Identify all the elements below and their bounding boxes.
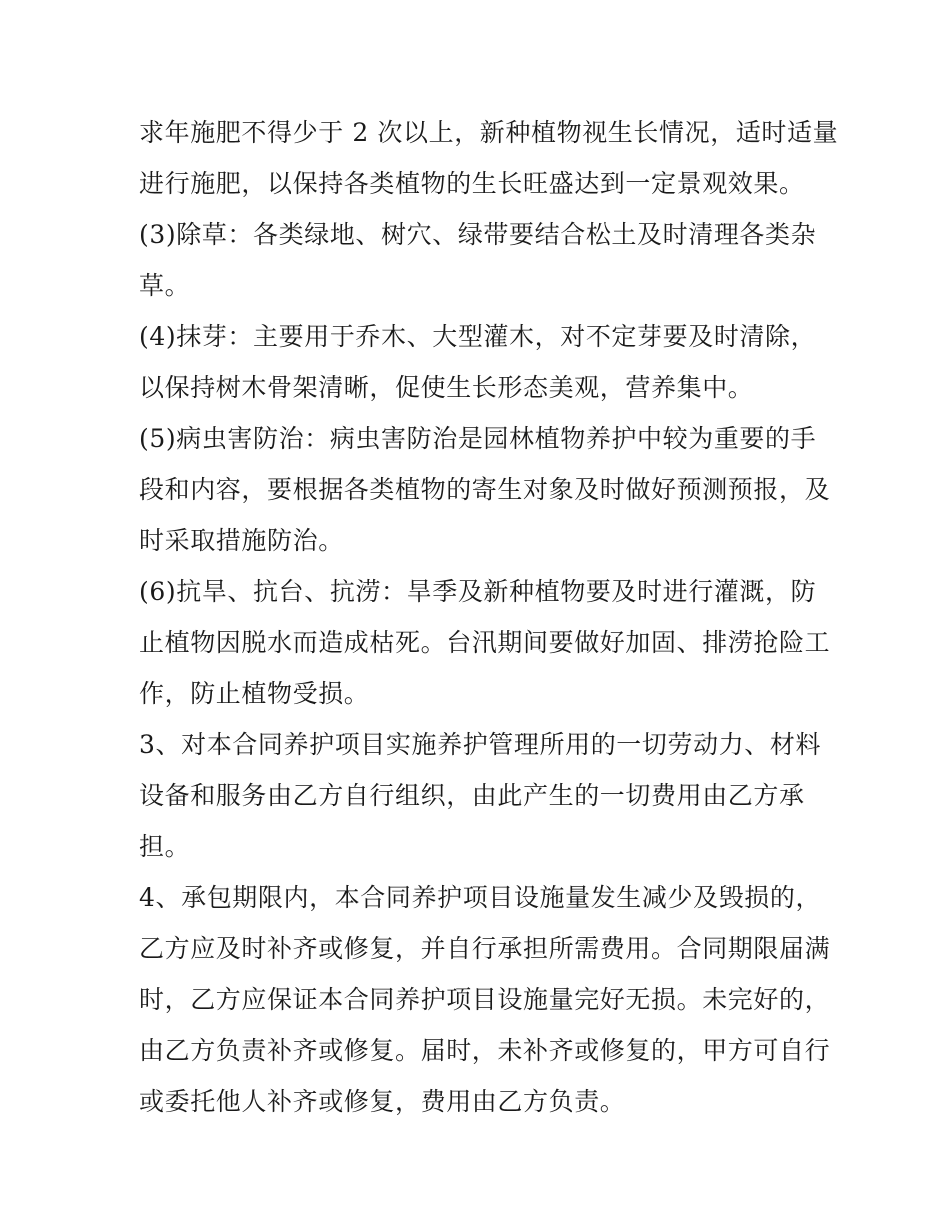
text-line: (6)抗旱、抗台、抗涝：旱季及新种植物要及时进行灌溉，防: [139, 577, 817, 606]
text-line: 止植物因脱水而造成枯死。台汛期间要做好加固、排涝抢险工: [139, 628, 831, 657]
document-body: [139, 107, 839, 1127]
text-line: 时，乙方应保证本合同养护项目设施量完好无损。未完好的，: [139, 985, 831, 1014]
text-line: (3)除草：各类绿地、树穴、绿带要结合松土及时清理各类杂: [139, 220, 817, 249]
text-line: 3、对本合同养护项目实施养护管理所用的一切劳动力、材料: [139, 730, 822, 759]
text-line: 担。: [139, 832, 191, 861]
text-line: 由乙方负责补齐或修复。届时，未补齐或修复的，甲方可自行: [139, 1036, 831, 1065]
text-line: 乙方应及时补齐或修复，并自行承担所需费用。合同期限届满: [139, 934, 831, 963]
text-line: 4、承包期限内，本合同养护项目设施量发生减少及毁损的，: [139, 883, 822, 912]
text-line: 求年施肥不得少于 2 次以上，新种植物视生长情况，适时适量: [139, 118, 839, 147]
text-line: 草。: [139, 271, 191, 300]
text-line: 以保持树木骨架清晰，促使生长形态美观，营养集中。: [139, 373, 754, 402]
text-line: 进行施肥，以保持各类植物的生长旺盛达到一定景观效果。: [139, 169, 805, 198]
text-line: 时采取措施防治。: [139, 526, 344, 555]
text-line: (5)病虫害防治：病虫害防治是园林植物养护中较为重要的手: [139, 424, 817, 453]
text-line: 设备和服务由乙方自行组织，由此产生的一切费用由乙方承: [139, 781, 805, 810]
text-line: 或委托他人补齐或修复，费用由乙方负责。: [139, 1087, 626, 1116]
text-line: 作，防止植物受损。: [139, 679, 370, 708]
text-line: (4)抹芽：主要用于乔木、大型灌木，对不定芽要及时清除，: [139, 322, 817, 351]
text-line: 段和内容，要根据各类植物的寄生对象及时做好预测预报，及: [139, 475, 831, 504]
